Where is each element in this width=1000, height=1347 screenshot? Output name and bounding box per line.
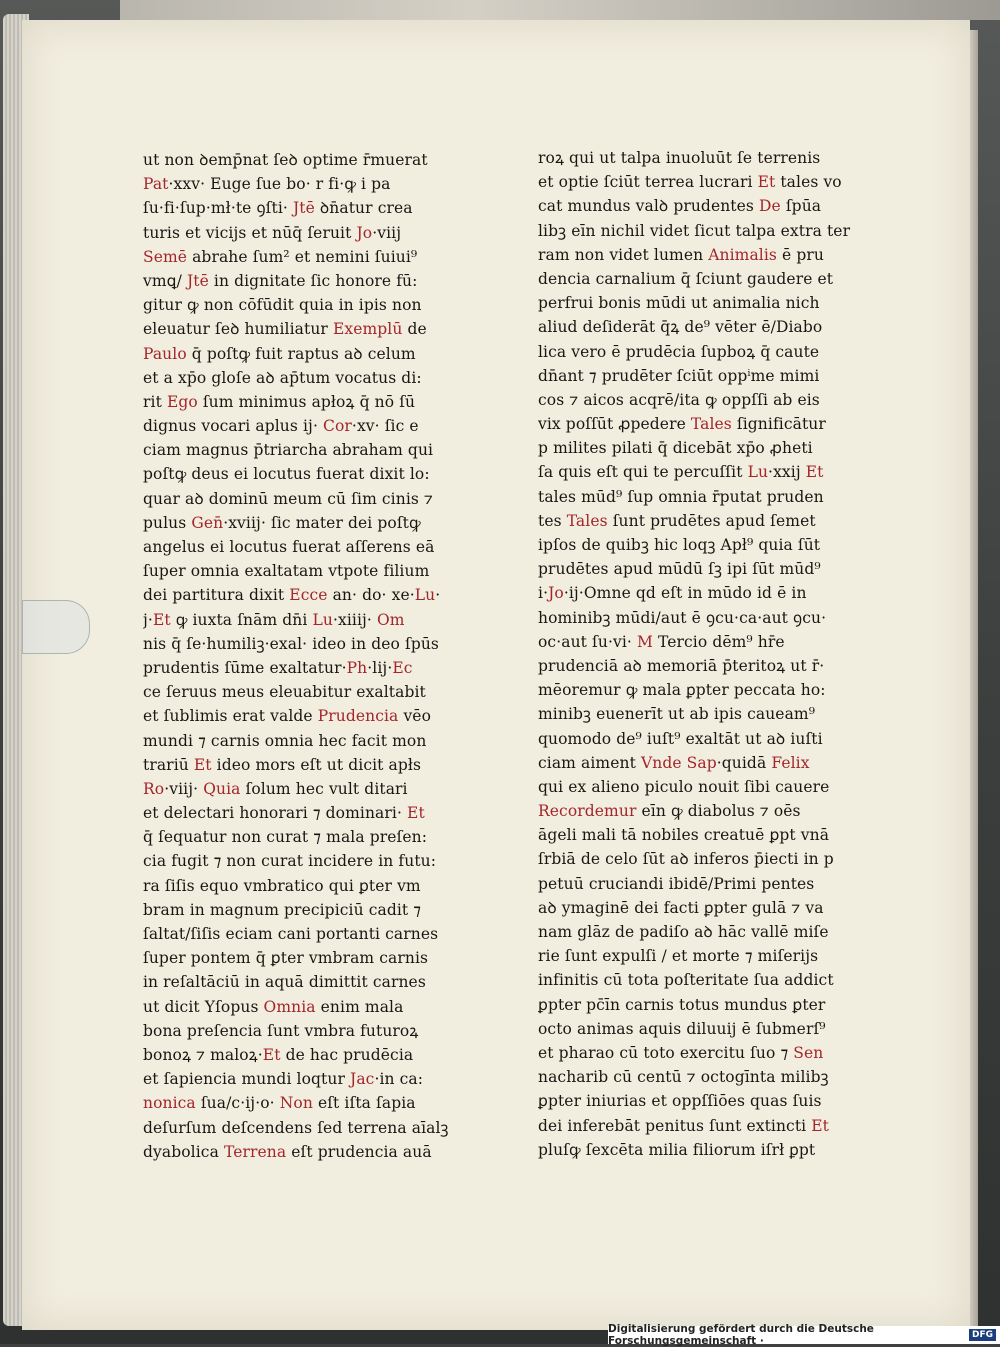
text-line: mundi ⁊ carnis omnia hec facit mon bbox=[143, 731, 427, 750]
text-line: Pat·xxv· Euge ſue bo· r fi·ꝙ i pa bbox=[143, 175, 391, 194]
text-line: ra ſiſis equo vmbratico qui ꝑter vm bbox=[143, 876, 421, 895]
text-line: ut dicit Yſopus Omnia enim mala bbox=[143, 997, 404, 1016]
text-line: et ſapiencia mundi loqtur Jac·in ca: bbox=[143, 1070, 424, 1089]
book-top-edge bbox=[120, 0, 1000, 20]
text-line: dyabolica Terrena eſt prudencia auā bbox=[143, 1142, 432, 1161]
text-line: rit Ego ſum minimus apłoꝝ q̄ nō ſū bbox=[143, 392, 416, 411]
text-line: angelus ei locutus fuerat aſſerens eā bbox=[143, 538, 435, 556]
text-line: ce ſeruus meus eleuabitur exaltabit bbox=[143, 683, 426, 702]
rubric-word: nonica bbox=[143, 1094, 196, 1113]
rubric-word: Gen̄ bbox=[191, 513, 224, 532]
rubric-word: Jtē bbox=[292, 199, 315, 218]
text-line: bram in magnum precipiciū cadit ⁊ bbox=[143, 900, 422, 919]
book-clip bbox=[22, 600, 90, 654]
text-line: dn̄ant ⁊ prudēter ſciūt oppⁱme mimi bbox=[538, 366, 820, 385]
text-line: aliud deſiderāt q̄ꝝ de⁹ vēter ē/Diabo bbox=[538, 318, 823, 337]
rubric-word: Prudencia bbox=[317, 707, 399, 726]
text-line: et optie ſciūt terrea lucrari Et tales vo bbox=[538, 173, 842, 192]
text-line: eleuatur ſeꝺ humiliatur Exemplū de bbox=[143, 320, 427, 339]
text-line: Recordemur eīn ꝙ diabolus ⁊ oēs bbox=[538, 802, 801, 821]
digitization-credit-bar bbox=[608, 1323, 1000, 1347]
text-line: aꝺ ymaginē dei facti ꝑpter gulā ⁊ va bbox=[538, 898, 824, 917]
rubric-word: Terrena bbox=[223, 1142, 287, 1161]
text-line: p milites pilati q̄ dicebāt xp̄o ꝓheti bbox=[538, 439, 813, 458]
rubric-word: Et bbox=[811, 1116, 829, 1135]
text-line: vmꝗ/ Jtē in dignitate ſic honore fū: bbox=[143, 271, 418, 290]
right-text-column bbox=[538, 146, 873, 1162]
text-line: gitur ꝙ non cōfūdit quia in ipis non bbox=[143, 296, 422, 315]
dfg-logo: DFG bbox=[969, 1329, 996, 1341]
text-line: nam glāz de padiſo aꝺ hāc vallē miſe bbox=[538, 923, 829, 941]
rubric-word: Ro bbox=[143, 779, 165, 798]
text-line: cat mundus valꝺ prudentes De ſpūa bbox=[538, 197, 822, 216]
rubric-word: Sap bbox=[686, 753, 717, 772]
text-line: libꝫ eīn nichil videt ſicut talpa extra ter bbox=[538, 221, 851, 240]
rubric-word: Lu bbox=[414, 586, 436, 605]
text-line: poſtꝙ deus ei locutus fuerat dixit lo: bbox=[143, 465, 430, 484]
text-line: ꝑpter pc̄īn carnis totus mundus ꝑter bbox=[538, 995, 826, 1014]
rubric-word: Recordemur bbox=[538, 802, 637, 821]
rubric-word: Lu bbox=[747, 463, 769, 482]
text-line: mēoremur ꝙ mala ꝑpter peccata ho: bbox=[538, 681, 826, 700]
text-line: q̄ ſequatur non curat ⁊ mala preſen: bbox=[143, 828, 428, 847]
text-line: cos ⁊ aicos acqrē/ita ꝙ oppſſi ab eis bbox=[538, 390, 820, 409]
rubric-word: Lu bbox=[312, 610, 333, 629]
rubric-word: Tales bbox=[690, 415, 732, 434]
text-line: ſuper omnia exaltatam vtpote filium bbox=[143, 562, 430, 581]
rubric-word: Om bbox=[376, 610, 405, 629]
text-line: ſrbiā de celo ſūt aꝺ inferos p̄iecti in p bbox=[538, 850, 834, 869]
rubric-word: Jo bbox=[356, 223, 373, 242]
text-line: oc·aut ſu·vi· M Tercio dēm⁹ hr̄e bbox=[538, 632, 785, 651]
text-line: ſaltat/ſiſis eciam cani portanti carnes bbox=[143, 925, 439, 943]
text-line: j·Et ꝙ iuxta ſnām dn̄i Lu·xiiij· Om bbox=[143, 610, 405, 629]
text-line: ram non videt lumen Animalis ē pru bbox=[538, 245, 824, 264]
text-line: ſu·fi·ſup·mł·te ꝯſti· Jtē ꝺn̄atur crea bbox=[143, 199, 413, 218]
text-line: ciam aiment Vnde Sap·quidā Felix bbox=[538, 753, 810, 772]
rubric-word: Non bbox=[279, 1094, 313, 1113]
rubric-word: Jo bbox=[548, 584, 564, 603]
text-line: prudenciā aꝺ memoriā p̄teritoꝝ ut r̄· bbox=[538, 656, 825, 675]
text-line: bona preſencia ſunt vmbra futuroꝝ bbox=[143, 1021, 419, 1040]
text-line: ſuper pontem q̄ ꝑter vmbram carnis bbox=[143, 949, 429, 968]
text-line: prudētes apud mūdū ſꝫ ipi ſūt mūd⁹ bbox=[538, 560, 821, 579]
text-line: quar aꝺ dominū meum cū ſim cinis ⁊ bbox=[143, 489, 433, 508]
rubric-word: Et bbox=[262, 1045, 281, 1064]
text-line: ciam magnus p̄triarcha abraham qui bbox=[143, 441, 434, 460]
text-line: rie ſunt expulſi / et morte ⁊ miſerijs bbox=[538, 947, 819, 966]
text-line: nis q̄ ſe·humiliꝫ·exal· ideo in deo ſpūs bbox=[143, 634, 439, 653]
rubric-word: Et bbox=[757, 173, 776, 192]
rubric-word: M bbox=[636, 632, 653, 651]
text-line: lica vero ē prudēcia ſupboꝝ q̄ caute bbox=[538, 342, 820, 361]
text-line: et pharao cū toto exercitu ſuo ⁊ Sen bbox=[538, 1043, 824, 1062]
rubric-word: Ec bbox=[392, 658, 413, 677]
rubric-word: Et bbox=[805, 463, 824, 482]
text-line: dei partitura dixit Ecce an· do· xe·Lu· bbox=[143, 586, 441, 605]
text-line: octo animas aquis diluuij ē ſubmerſ⁹ bbox=[538, 1019, 826, 1038]
text-line: i·Jo·ij·Omne qd eſt in mūdo id ē in bbox=[538, 584, 807, 603]
text-line: ipſos de quibꝫ hic loqꝫ Apł⁹ quia ſūt bbox=[538, 536, 821, 554]
text-line: et a xp̄o gloſe aꝺ ap̄tum vocatus di: bbox=[143, 368, 422, 387]
text-line: et ſublimis erat valde Prudencia vēo bbox=[143, 707, 431, 726]
text-line: prudentis ſūme exaltatur·Ph·lij·Ec bbox=[143, 658, 413, 677]
text-line: dignus vocari aplus ij· Cor·xv· ſic e bbox=[143, 417, 419, 436]
rubric-word: Tales bbox=[566, 511, 608, 530]
text-line: vix poſſūt ꝓpedere Tales ſignificātur bbox=[538, 415, 826, 434]
rubric-word: Ecce bbox=[289, 586, 328, 605]
text-line: quomodo de⁹ iuſt⁹ exaltāt ut aꝺ iuſti bbox=[538, 729, 823, 748]
rubric-word: Et bbox=[407, 804, 425, 823]
text-line: bonoꝝ ⁊ maloꝝ·Et de hac prudēcia bbox=[143, 1045, 414, 1064]
text-line: ut non ꝺemp̄nat ſeꝺ optime r̄muerat bbox=[143, 151, 428, 169]
rubric-word: Et bbox=[152, 610, 171, 629]
rubric-word: Jtē bbox=[186, 271, 209, 290]
rubric-word: Sen bbox=[793, 1043, 824, 1062]
rubric-word: Ph bbox=[346, 658, 368, 677]
text-line: tales mūd⁹ ſup omnia r̄putat pruden bbox=[538, 487, 824, 506]
rubric-word: Semē bbox=[143, 247, 188, 266]
text-line: in reſaltāciū in aquā dimittit carnes bbox=[143, 973, 426, 992]
rubric-word: De bbox=[759, 197, 781, 216]
text-line: pulus Gen̄·xviij· ſic mater dei poſtꝙ bbox=[143, 513, 421, 532]
rubric-word: Animalis bbox=[708, 245, 777, 264]
text-line: cia fugit ⁊ non curat incidere in futu: bbox=[143, 852, 437, 871]
rubric-word: Felix bbox=[771, 753, 810, 772]
text-line: dencia carnalium q̄ ſciunt gaudere et bbox=[538, 269, 834, 288]
text-line: Ro·viij· Quia ſolum hec vult ditari bbox=[143, 779, 408, 798]
text-line: perfrui bonis mūdi ut animalia nich bbox=[538, 294, 820, 313]
rubric-word: Exemplū bbox=[332, 320, 403, 339]
text-line: pluſꝙ ſexcēta milia filiorum iſrł ꝑpt bbox=[538, 1140, 816, 1159]
rubric-word: Ego bbox=[166, 392, 198, 411]
text-line: roꝝ qui ut talpa inuoluūt ſe terrenis bbox=[538, 149, 821, 167]
text-line: nacharib cū centū ⁊ octogīnta milibꝫ bbox=[538, 1068, 829, 1087]
text-line: infinitis cū tota poſteritate ſua addict bbox=[538, 971, 834, 990]
text-line: āgeli mali tā nobiles creatuē ꝑpt vnā bbox=[538, 826, 830, 845]
text-line: trariū Et ideo mors eſt ut dicit apłs bbox=[143, 755, 422, 774]
left-text-column bbox=[143, 148, 478, 1164]
text-line: turis et vicijs et nūq̄ ſeruit Jo·viij bbox=[143, 223, 402, 242]
rubric-word: Vnde bbox=[640, 753, 682, 772]
text-line: qui ex alieno piculo nouit ſibi cauere bbox=[538, 777, 830, 796]
text-line: minibꝫ euenerīt ut ab ipis caueam⁹ bbox=[538, 705, 816, 724]
rubric-word: Omnia bbox=[263, 997, 316, 1016]
text-line: Paulo q̄ poſtꝙ fuit raptus aꝺ celum bbox=[143, 344, 416, 363]
rubric-word: Et bbox=[193, 755, 212, 774]
rubric-word: Cor bbox=[323, 417, 352, 436]
text-line: et delectari honorari ⁊ dominari· Et bbox=[143, 804, 425, 823]
rubric-word: Quia bbox=[203, 779, 241, 798]
text-line: nonica ſua/c·ij·o· Non eſt iſta ſapia bbox=[143, 1094, 416, 1113]
text-line: deſurſum deſcendens ſed terrena aīalꝫ bbox=[143, 1118, 449, 1137]
rubric-word: Paulo bbox=[143, 344, 187, 363]
rubric-word: Pat bbox=[143, 175, 169, 194]
text-line: hominibꝫ mūdi/aut ē ꝯcu·ca·aut ꝯcu· bbox=[538, 608, 827, 627]
digitization-credit-text: Digitalisierung gefördert durch die Deutsche Forschungsgemeinschaft · bbox=[608, 1323, 874, 1347]
rubric-word: Jac bbox=[350, 1070, 375, 1089]
text-line: dei inferebāt penitus ſunt extincti Et bbox=[538, 1116, 829, 1135]
text-line: ſa quis eſt qui te percuſſit Lu·xxij Et bbox=[538, 463, 824, 482]
text-line: ꝑpter iniurias et oppſſiōes quas ſuis bbox=[538, 1092, 822, 1111]
text-line: petuū cruciandi ibidē/Primi pentes bbox=[538, 874, 815, 893]
text-line: tes Tales ſunt prudētes apud ſemet bbox=[538, 511, 816, 530]
text-line: Semē abrahe ſum² et nemini ſuiui⁹ bbox=[143, 247, 418, 266]
